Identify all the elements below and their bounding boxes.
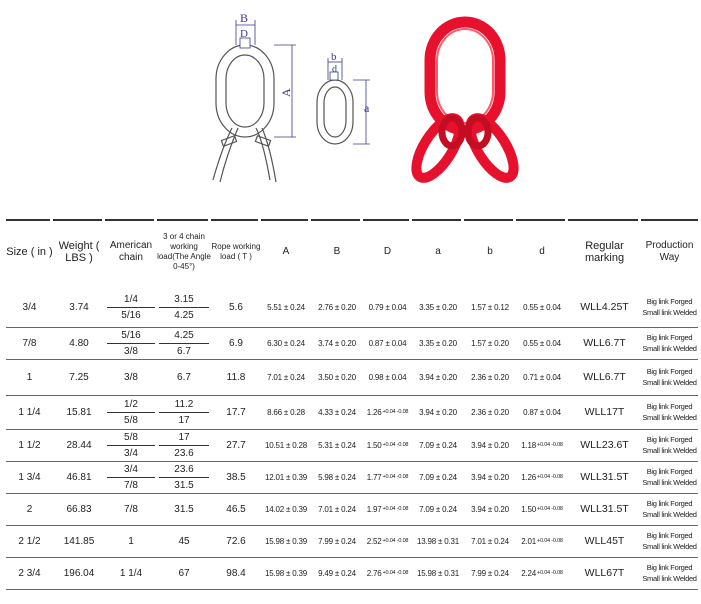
cell-sub: 11.2 (159, 397, 209, 413)
cell-sub: 31.5 (174, 479, 194, 491)
cell-weight: 141.85 (53, 525, 105, 557)
prod-line-1: Big link Forged (646, 435, 693, 444)
cell-american-chain (105, 493, 157, 525)
prod-line-2: Small link Welded (642, 413, 697, 422)
cell-sub: 3/4 (124, 447, 138, 459)
cell-b: 2.36 ± 0.20 (464, 359, 516, 395)
spec-table-container (6, 216, 698, 590)
cell-sub: 67 (178, 567, 190, 579)
cell-size: 2 3/4 (6, 557, 53, 589)
cell-value: 0.79 ± 0.04 (368, 302, 407, 312)
cell-d (516, 288, 568, 327)
tolerance: +0.04 -0.08 (382, 538, 409, 545)
header-size: Size ( in ) (6, 246, 53, 258)
cell-size: 7/8 (6, 327, 53, 359)
cell-d (516, 525, 568, 557)
prod-line-2: Small link Welded (642, 542, 697, 551)
prod-line-1: Big link Forged (646, 297, 693, 307)
big-link-width-label: B (240, 11, 249, 25)
cell-A: 14.02 ± 0.39 (261, 493, 311, 525)
table-row (6, 288, 698, 327)
cell-sub: 7/8 (124, 503, 138, 515)
cell-B: 5.98 ± 0.24 (311, 461, 363, 493)
cell-marking: WLL4.25T (568, 288, 641, 327)
tolerance: +0.04 -0.08 (537, 442, 563, 449)
cell-marking: WLL31.5T (568, 461, 641, 493)
header-production-way: Production Way (645, 240, 694, 263)
cell-production-way (641, 395, 698, 429)
tolerance: +0.04 -0.08 (382, 474, 409, 481)
cell-value: 0.55 ± 0.04 (523, 338, 561, 348)
cell-marking: WLL67T (568, 557, 641, 589)
cell-size: 2 1/2 (6, 525, 53, 557)
tolerance: +0.04 -0.08 (537, 570, 563, 577)
cell-b: 3.94 ± 0.20 (464, 429, 516, 461)
cell-value: 0.71 ± 0.04 (523, 372, 561, 382)
cell-size: 1 (6, 359, 53, 395)
table-header-row (6, 216, 698, 288)
small-link-dia-label: d (332, 64, 337, 75)
cell-D (363, 395, 412, 429)
prod-line-1: Big link Forged (646, 333, 693, 342)
cell-value: 0.55 ± 0.04 (523, 302, 561, 312)
cell-A: 12.01 ± 0.39 (261, 461, 311, 493)
cell-D (363, 288, 412, 327)
prod-line-1: Big link Forged (646, 563, 693, 572)
cell-chain-wll (157, 461, 211, 493)
cell-A: 6.30 ± 0.24 (261, 327, 311, 359)
header-rope-wll: Rope working load ( T ) (211, 242, 261, 261)
cell-D (363, 525, 412, 557)
cell-rope-wll: 17.7 (211, 395, 261, 429)
header-american-chain: American chain (109, 240, 153, 263)
cell-D (363, 493, 412, 525)
cell-B: 9.49 ± 0.24 (311, 557, 363, 589)
header-weight: Weight ( LBS ) (58, 240, 100, 264)
header-b: b (487, 246, 493, 257)
small-link-length-label: a (364, 101, 370, 115)
cell-value: 1.50 (366, 440, 382, 450)
prod-line-2: Small link Welded (642, 378, 697, 387)
cell-production-way (641, 557, 698, 589)
cell-value: 0.87 ± 0.04 (523, 407, 561, 417)
master-link-assembly-image (408, 22, 522, 184)
cell-weight: 66.83 (53, 493, 105, 525)
cell-sub: 3/8 (124, 371, 138, 383)
cell-sub: 6.7 (177, 371, 191, 383)
cell-A: 10.51 ± 0.28 (261, 429, 311, 461)
cell-rope-wll: 6.9 (211, 327, 261, 359)
cell-chain-wll (157, 395, 211, 429)
big-link-length-label: A (279, 88, 293, 97)
cell-american-chain (105, 557, 157, 589)
cell-production-way (641, 327, 698, 359)
cell-size: 3/4 (6, 288, 53, 327)
cell-sub: 1/4 (107, 292, 155, 308)
cell-a: 13.98 ± 0.31 (412, 525, 464, 557)
cell-D (363, 429, 412, 461)
cell-weight: 15.81 (53, 395, 105, 429)
cell-b: 7.99 ± 0.24 (464, 557, 516, 589)
prod-line-2: Small link Welded (642, 478, 697, 487)
cell-marking: WLL31.5T (568, 493, 641, 525)
cell-value: 1.18 (521, 440, 536, 450)
cell-A: 15.98 ± 0.39 (261, 557, 311, 589)
cell-value: 2.01 (521, 536, 536, 546)
header-chain-wll: 3 or 4 chain working load(The Angle 0-45°) (157, 232, 211, 271)
cell-production-way (641, 493, 698, 525)
prod-line-1: Big link Forged (646, 531, 693, 540)
cell-d (516, 493, 568, 525)
header-a: a (435, 246, 441, 257)
cell-american-chain (105, 395, 157, 429)
cell-value: 0.98 ± 0.04 (368, 372, 407, 382)
cell-rope-wll: 27.7 (211, 429, 261, 461)
cell-chain-wll (157, 493, 211, 525)
cell-chain-wll (157, 525, 211, 557)
cell-weight: 28.44 (53, 429, 105, 461)
table-row (6, 359, 698, 395)
small-link-drawing (317, 80, 353, 144)
cell-d (516, 429, 568, 461)
tolerance: +0.04 -0.08 (537, 506, 563, 513)
cell-american-chain (105, 327, 157, 359)
cell-sub: 7/8 (124, 479, 138, 491)
cell-b: 2.36 ± 0.20 (464, 395, 516, 429)
header-B: B (333, 246, 341, 257)
table-row (6, 395, 698, 429)
table-body (6, 288, 698, 589)
table-row (6, 493, 698, 525)
cell-value: 1.26 (366, 407, 382, 417)
cell-rope-wll: 72.6 (211, 525, 261, 557)
cell-sub: 31.5 (174, 503, 194, 515)
cell-B: 4.33 ± 0.24 (311, 395, 363, 429)
cell-sub: 5/16 (121, 309, 141, 321)
cell-value: 1.26 (521, 472, 536, 482)
cell-a: 3.35 ± 0.20 (412, 327, 464, 359)
cell-marking: WLL6.7T (568, 327, 641, 359)
header-D: D (383, 246, 392, 257)
prod-line-2: Small link Welded (642, 510, 697, 519)
cell-d (516, 461, 568, 493)
cell-sub: 5/8 (107, 430, 155, 446)
cell-B: 5.31 ± 0.24 (311, 429, 363, 461)
big-link-dia-label: D (240, 28, 248, 40)
cell-a: 3.94 ± 0.20 (412, 395, 464, 429)
cell-D (363, 359, 412, 395)
prod-line-2: Small link Welded (642, 344, 697, 353)
cell-b: 3.94 ± 0.20 (464, 493, 516, 525)
cell-size: 2 (6, 493, 53, 525)
cell-american-chain (105, 429, 157, 461)
header-regular-marking: Regular marking (584, 240, 625, 264)
table-row (6, 557, 698, 589)
cell-D (363, 327, 412, 359)
cell-sub: 45 (178, 535, 190, 547)
big-link-drawing (213, 45, 276, 182)
cell-sub: 3/8 (124, 345, 138, 357)
cell-value: 2.76 (366, 568, 382, 578)
cell-sub: 17 (159, 430, 209, 446)
spec-table (6, 216, 698, 590)
table-row (6, 461, 698, 493)
diagram-area (0, 0, 701, 210)
cell-a: 7.09 ± 0.24 (412, 461, 464, 493)
cell-D (363, 461, 412, 493)
cell-sub: 1 1/4 (119, 567, 143, 579)
cell-chain-wll (157, 359, 211, 395)
cell-size: 1 1/2 (6, 429, 53, 461)
cell-sub: 4.25 (159, 328, 209, 344)
cell-size: 1 1/4 (6, 395, 53, 429)
cell-d (516, 557, 568, 589)
cell-american-chain (105, 359, 157, 395)
cell-rope-wll: 98.4 (211, 557, 261, 589)
cell-b: 7.01 ± 0.24 (464, 525, 516, 557)
cell-sub: 4.25 (174, 309, 194, 321)
cell-a: 15.98 ± 0.31 (412, 557, 464, 589)
cell-value: 1.50 (521, 504, 536, 514)
cell-sub: 3.15 (159, 292, 209, 308)
header-d: d (539, 246, 545, 257)
cell-production-way (641, 429, 698, 461)
cell-D (363, 557, 412, 589)
cell-value: 0.87 ± 0.04 (368, 338, 407, 348)
prod-line-1: Big link Forged (646, 467, 693, 476)
cell-b: 1.57 ± 0.12 (464, 288, 516, 327)
prod-line-2: Small link Welded (642, 308, 697, 318)
prod-line-2: Small link Welded (642, 574, 697, 583)
cell-sub: 23.6 (174, 447, 194, 459)
cell-sub: 17 (178, 414, 190, 426)
cell-sub: 1 (128, 535, 134, 547)
cell-chain-wll (157, 288, 211, 327)
cell-production-way (641, 525, 698, 557)
cell-sub: 5/16 (107, 328, 155, 344)
prod-line-1: Big link Forged (646, 367, 693, 376)
cell-B: 7.01 ± 0.24 (311, 493, 363, 525)
cell-b: 1.57 ± 0.20 (464, 327, 516, 359)
cell-weight: 196.04 (53, 557, 105, 589)
cell-sub: 3/4 (107, 462, 155, 478)
cell-A: 5.51 ± 0.24 (261, 288, 311, 327)
cell-chain-wll (157, 429, 211, 461)
small-link-width-label: b (331, 51, 337, 63)
cell-value: 1.97 (366, 504, 382, 514)
cell-rope-wll: 5.6 (211, 288, 261, 327)
tolerance: +0.04 -0.08 (382, 442, 409, 449)
cell-sub: 5/8 (124, 414, 138, 426)
tolerance: +0.04 -0.08 (382, 409, 409, 416)
cell-weight: 46.81 (53, 461, 105, 493)
cell-d (516, 359, 568, 395)
cell-american-chain (105, 461, 157, 493)
tolerance: +0.04 -0.08 (382, 506, 409, 513)
cell-B: 2.76 ± 0.20 (311, 288, 363, 327)
cell-rope-wll: 46.5 (211, 493, 261, 525)
tolerance: +0.04 -0.08 (537, 474, 563, 481)
cell-american-chain (105, 288, 157, 327)
cell-marking: WLL45T (568, 525, 641, 557)
tolerance: +0.04 -0.08 (382, 570, 409, 577)
cell-chain-wll (157, 557, 211, 589)
cell-chain-wll (157, 327, 211, 359)
cell-weight: 7.25 (53, 359, 105, 395)
cell-A: 8.66 ± 0.28 (261, 395, 311, 429)
tolerance: +0.04 -0.08 (537, 538, 563, 545)
cell-size: 1 3/4 (6, 461, 53, 493)
cell-B: 3.74 ± 0.20 (311, 327, 363, 359)
cell-production-way (641, 288, 698, 327)
cell-production-way (641, 359, 698, 395)
prod-line-1: Big link Forged (646, 499, 693, 508)
table-row (6, 327, 698, 359)
cell-marking: WLL23.6T (568, 429, 641, 461)
cell-A: 15.98 ± 0.39 (261, 525, 311, 557)
cell-a: 3.35 ± 0.20 (412, 288, 464, 327)
cell-sub: 6.7 (177, 345, 191, 357)
cell-american-chain (105, 525, 157, 557)
table-row (6, 429, 698, 461)
prod-line-1: Big link Forged (646, 402, 693, 411)
cell-value: 2.52 (366, 536, 382, 546)
cell-A: 7.01 ± 0.24 (261, 359, 311, 395)
table-row (6, 525, 698, 557)
cell-rope-wll: 38.5 (211, 461, 261, 493)
cell-weight: 4.80 (53, 327, 105, 359)
header-A: A (282, 246, 290, 257)
cell-b: 3.94 ± 0.20 (464, 461, 516, 493)
cell-d (516, 327, 568, 359)
cell-sub: 23.6 (159, 462, 209, 478)
cell-marking: WLL6.7T (568, 359, 641, 395)
cell-weight: 3.74 (53, 288, 105, 327)
cell-marking: WLL17T (568, 395, 641, 429)
cell-sub: 1/2 (107, 397, 155, 413)
prod-line-2: Small link Welded (642, 446, 697, 455)
cell-d (516, 395, 568, 429)
cell-a: 7.09 ± 0.24 (412, 429, 464, 461)
cell-B: 7.99 ± 0.24 (311, 525, 363, 557)
cell-a: 3.94 ± 0.20 (412, 359, 464, 395)
cell-rope-wll: 11.8 (211, 359, 261, 395)
cell-value: 1.77 (366, 472, 382, 482)
cell-B: 3.50 ± 0.20 (311, 359, 363, 395)
cell-production-way (641, 461, 698, 493)
cell-value: 2.24 (521, 568, 536, 578)
cell-a: 7.09 ± 0.24 (412, 493, 464, 525)
